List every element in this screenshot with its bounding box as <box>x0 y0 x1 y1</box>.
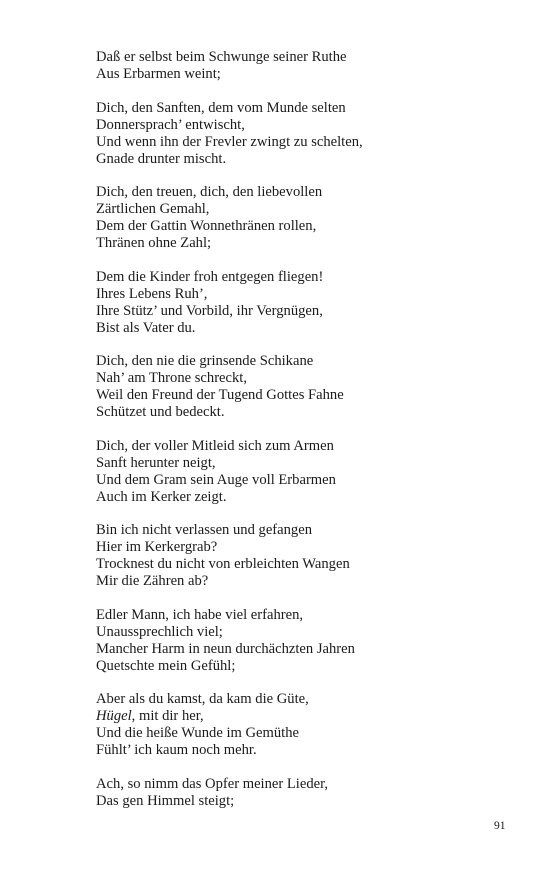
poem-line: Dich, der voller Mitleid sich zum Armen <box>96 437 334 454</box>
stanza <box>96 49 516 83</box>
stanza <box>96 100 516 168</box>
poem-line: Donnersprach’ entwischt, <box>96 116 245 133</box>
poem-line: Gnade drunter mischt. <box>96 150 227 167</box>
poem-line: Aus Erbarmen weint; <box>96 66 221 82</box>
poem-line: Thränen ohne Zahl; <box>96 235 212 251</box>
poem-line: Unaussprechlich viel; <box>96 623 223 640</box>
stanza <box>96 776 516 810</box>
stanza <box>96 691 516 759</box>
italic-name: Hügel <box>96 708 132 724</box>
poem-line: Ach, so nimm das Opfer meiner Lieder, <box>96 775 329 792</box>
poem-line: Dich, den Sanften, dem vom Munde selten <box>96 99 346 116</box>
poem-line: Dich, den nie die grinsende Schikane <box>96 353 314 369</box>
poem-line: Weil den Freund der Tugend Gottes Fahne <box>96 387 344 403</box>
stanza <box>96 353 516 421</box>
poem-line: Dem die Kinder froh entgegen fliegen! <box>96 268 324 285</box>
poem-line: Hier im Kerkergrab? <box>96 539 218 555</box>
stanza <box>96 438 516 506</box>
line-remainder: , mit dir her, <box>131 708 204 724</box>
poem-line: Nah’ am Throne schreckt, <box>96 370 248 386</box>
poem-line: Sanft herunter neigt, <box>96 454 216 471</box>
poem-line: Quetschte mein Gefühl; <box>96 657 236 674</box>
poem-line: Mir die Zähren ab? <box>96 573 209 589</box>
poem-line-with-italic-name <box>96 708 516 725</box>
poem-line: Dem der Gattin Wonnethränen rollen, <box>96 218 317 234</box>
poem-line: Ihres Lebens Ruh’, <box>96 285 208 302</box>
stanza <box>96 607 516 675</box>
stanza <box>96 522 516 590</box>
poem-line: Bin ich nicht verlassen und gefangen <box>96 522 313 538</box>
page-number: 91 <box>494 820 506 832</box>
poem-line: Und dem Gram sein Auge voll Erbarmen <box>96 471 336 488</box>
poem-line: Auch im Kerker zeigt. <box>96 488 227 505</box>
stanza <box>96 184 516 252</box>
poem-line: Daß er selbst beim Schwunge seiner Ruthe <box>96 49 347 65</box>
poem-line: Trocknest du nicht von erbleichten Wangen <box>96 556 350 572</box>
poem-line: Bist als Vater du. <box>96 319 196 336</box>
poem-line: Fühlt’ ich kaum noch mehr. <box>96 742 257 758</box>
poem-line: Schützet und bedeckt. <box>96 404 225 420</box>
stanza <box>96 269 516 337</box>
poem-line: Ihre Stütz’ und Vorbild, ihr Vergnügen, <box>96 302 323 319</box>
poem-line: Und wenn ihn der Frevler zwingt zu schelten, <box>96 133 363 150</box>
poem-line: Edler Mann, ich habe viel erfahren, <box>96 606 304 623</box>
poem-line: Und die heiße Wunde im Gemüthe <box>96 725 300 741</box>
poem-line: Dich, den treuen, dich, den liebevollen <box>96 184 323 200</box>
poem-line: Mancher Harm in neun durchächzten Jahren <box>96 640 355 657</box>
poem-line: Das gen Himmel steigt; <box>96 792 235 809</box>
poem-line: Aber als du kamst, da kam die Güte, <box>96 691 309 707</box>
poem-line: Zärtlichen Gemahl, <box>96 201 210 217</box>
poem-text <box>96 49 516 826</box>
